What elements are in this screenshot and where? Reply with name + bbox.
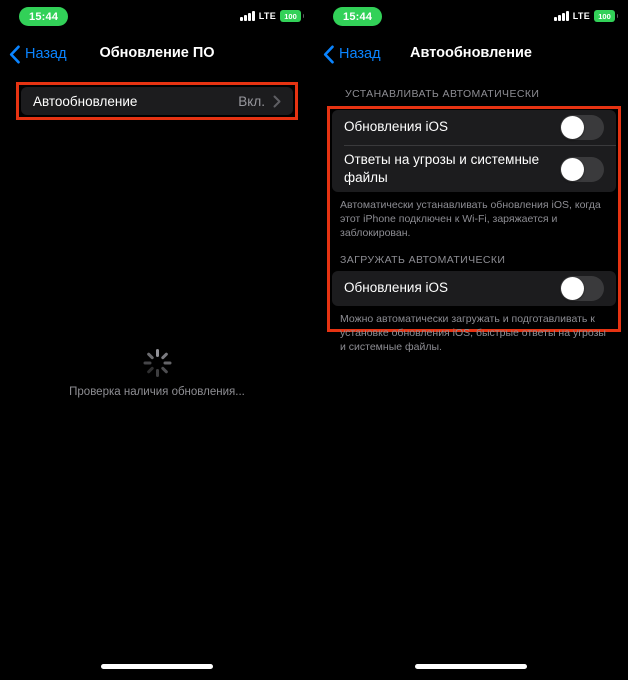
status-time-pill — [19, 7, 68, 26]
status-right-cluster — [554, 9, 615, 23]
back-button[interactable] — [9, 42, 67, 66]
network-type-label: LTE — [572, 11, 590, 21]
checking-update-text: Проверка наличия обновления... — [69, 386, 245, 398]
row-label: Обновления iOS — [344, 280, 449, 296]
chevron-left-icon — [323, 45, 334, 64]
row-label: Обновления iOS — [344, 119, 449, 135]
status-time-pill — [333, 7, 382, 26]
autoupdate-row[interactable] — [21, 87, 293, 115]
back-label: Назад — [25, 46, 67, 62]
battery-percent: 100 — [284, 11, 297, 21]
status-time: 15:44 — [29, 10, 59, 23]
toggle-ios-updates-download[interactable] — [560, 276, 604, 301]
autoupdate-label: Автообновление — [33, 93, 138, 109]
row-security-responses[interactable] — [332, 146, 616, 192]
back-button[interactable] — [323, 42, 381, 66]
home-indicator[interactable] — [101, 664, 213, 669]
battery-icon — [594, 10, 615, 22]
status-time: 15:44 — [343, 10, 373, 23]
download-automatically-footer: Можно автоматически загружать и подготавливать к установке обновления iOS, быстрые ответы на угрозы и системные файлы. — [340, 313, 606, 353]
cellular-signal-icon — [554, 11, 569, 21]
highlight-box-autoupdate — [16, 82, 298, 120]
back-label: Назад — [339, 46, 381, 62]
row-ios-updates-download[interactable] — [332, 271, 616, 306]
section-header-install-automatically: УСТАНАВЛИВАТЬ АВТОМАТИЧЕСКИ — [345, 88, 540, 100]
install-automatically-group — [332, 110, 616, 192]
cellular-signal-icon — [240, 11, 255, 21]
battery-icon — [280, 10, 301, 22]
screen-automatic-updates — [314, 0, 628, 680]
row-label: Ответы на угрозы и системные файлы — [344, 152, 540, 186]
download-automatically-group — [332, 271, 616, 306]
section-header-download-automatically: ЗАГРУЖАТЬ АВТОМАТИЧЕСКИ — [340, 254, 506, 267]
status-right-cluster — [240, 9, 301, 23]
battery-percent: 100 — [598, 11, 611, 21]
home-indicator[interactable] — [415, 664, 527, 669]
page-title: Автообновление — [410, 45, 532, 61]
install-automatically-footer: Автоматически устанавливать обновления iOS, когда этот iPhone подключен к Wi-Fi, заряжается и заблокирован. — [340, 199, 601, 240]
nav-bar — [314, 42, 628, 66]
toggle-knob — [561, 158, 584, 181]
row-ios-updates-install[interactable] — [332, 110, 616, 145]
chevron-left-icon — [9, 45, 20, 64]
nav-bar — [0, 42, 314, 66]
toggle-security-responses[interactable] — [560, 157, 604, 182]
toggle-knob — [561, 277, 584, 300]
toggle-knob — [561, 116, 584, 139]
chevron-right-icon — [273, 95, 281, 108]
activity-spinner-icon — [142, 348, 172, 378]
autoupdate-value: Вкл. — [238, 93, 265, 109]
page-title: Обновление ПО — [99, 45, 215, 61]
toggle-ios-updates-install[interactable] — [560, 115, 604, 140]
network-type-label: LTE — [258, 11, 276, 21]
highlight-box-toggles — [327, 106, 621, 353]
